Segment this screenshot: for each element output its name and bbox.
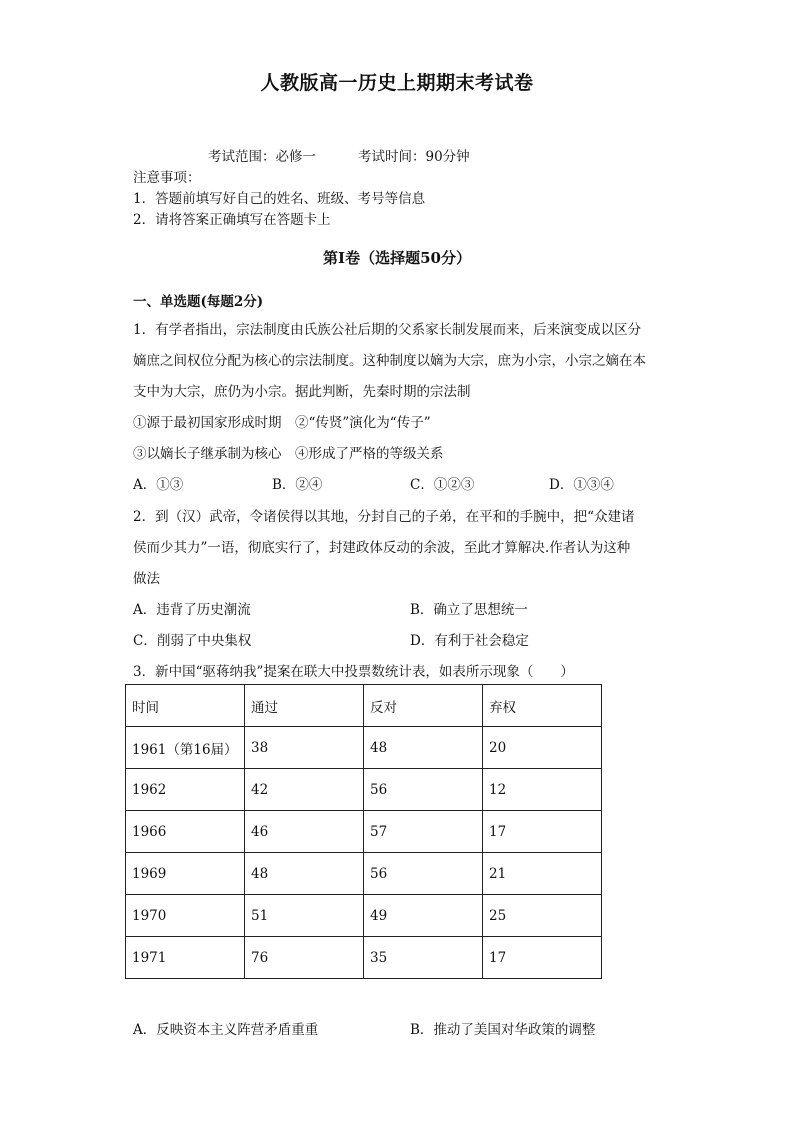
- table-cell: 1969: [126, 853, 245, 895]
- q1-line-1: 1．有学者指出，宗法制度由氏族公社后期的父系家长制发展而来，后来演变成以区分: [133, 322, 642, 338]
- exam-time: 考试时间：90分钟: [358, 149, 470, 165]
- table-cell: 1971: [126, 937, 245, 979]
- q3-stem: 3．新中国“驱蒋纳我”提案在联大中投票数统计表，如表所示现象（ ）: [133, 664, 574, 680]
- table-cell: 76: [245, 937, 364, 979]
- table-row: [126, 937, 602, 979]
- q2-line-1: 2．到（汉）武帝，令诸侯得以其地，分封自己的子弟，在平和的手腕中，把“众建诸: [133, 509, 635, 525]
- table-cell: 21: [483, 853, 602, 895]
- q2-line-3: 做法: [133, 571, 160, 587]
- table-cell: 1961（第16届）: [126, 727, 245, 769]
- table-row: [126, 727, 602, 769]
- table-row: [126, 811, 602, 853]
- header-pass: 通过: [245, 685, 364, 727]
- q2-option-a[interactable]: A．违背了历史潮流: [133, 602, 251, 618]
- exam-meta: [208, 145, 470, 165]
- exam-title: 人教版高一历史上期期末考试卷: [260, 72, 534, 94]
- table-cell: 46: [245, 811, 364, 853]
- q3-option-a[interactable]: A．反映资本主义阵营矛盾重重: [133, 1022, 319, 1038]
- q1-option-a[interactable]: A．①③: [133, 477, 184, 493]
- table-cell: 56: [364, 769, 483, 811]
- q1-statement-2: ③以嫡长子继承制为核心 ④形成了严格的等级关系: [133, 446, 444, 462]
- table-cell: 35: [364, 937, 483, 979]
- table-cell: 1962: [126, 769, 245, 811]
- table-row: [126, 769, 602, 811]
- part-heading: 一、单选题(每题2分): [133, 294, 264, 310]
- header-against: 反对: [364, 685, 483, 727]
- q2-option-b[interactable]: B．确立了思想统一: [410, 602, 528, 618]
- table-row: [126, 895, 602, 937]
- table-cell: 48: [245, 853, 364, 895]
- vote-table: [125, 684, 602, 979]
- table-cell: 42: [245, 769, 364, 811]
- table-header-row: [126, 685, 602, 727]
- exam-scope: 考试范围：必修一: [208, 149, 316, 165]
- q2-option-d[interactable]: D．有利于社会稳定: [410, 633, 529, 649]
- q1-option-c[interactable]: C．①②③: [410, 477, 475, 493]
- notes-heading: 注意事项：: [133, 170, 201, 186]
- q2-line-2: 侯而少其力”一语，彻底实行了，封建政体反动的余波，至此才算解决.作者认为这种: [133, 540, 631, 556]
- note-item-1: 1．答题前填写好自己的姓名、班级、考号等信息: [133, 191, 426, 207]
- section-title: 第I卷（选择题50分）: [323, 249, 471, 267]
- table-cell: 38: [245, 727, 364, 769]
- q2-option-c[interactable]: C．削弱了中央集权: [133, 633, 252, 649]
- table-cell: 17: [483, 811, 602, 853]
- table-cell: 1966: [126, 811, 245, 853]
- table-cell: 48: [364, 727, 483, 769]
- q1-line-3: 支中为大宗，庶仍为小宗。据此判断，先秦时期的宗法制: [133, 384, 471, 400]
- table-cell: 25: [483, 895, 602, 937]
- table-cell: 56: [364, 853, 483, 895]
- header-abstain: 弃权: [483, 685, 602, 727]
- table-cell: 20: [483, 727, 602, 769]
- note-item-2: 2．请将答案正确填写在答题卡上: [133, 212, 331, 228]
- table-cell: 12: [483, 769, 602, 811]
- table-cell: 57: [364, 811, 483, 853]
- table-cell: 1970: [126, 895, 245, 937]
- q1-option-d[interactable]: D．①③④: [549, 477, 614, 493]
- header-time: 时间: [126, 685, 245, 727]
- table-cell: 49: [364, 895, 483, 937]
- q1-statement-1: ①源于最初国家形成时期 ②“传贤”演化为“传子”: [133, 415, 431, 431]
- table-row: [126, 853, 602, 895]
- table-cell: 51: [245, 895, 364, 937]
- q1-option-b[interactable]: B．②④: [272, 477, 323, 493]
- q1-line-2: 嫡庶之间权位分配为核心的宗法制度。这种制度以嫡为大宗，庶为小宗，小宗之嫡在本: [133, 353, 646, 369]
- table-cell: 17: [483, 937, 602, 979]
- q3-option-b[interactable]: B．推动了美国对华政策的调整: [410, 1022, 596, 1038]
